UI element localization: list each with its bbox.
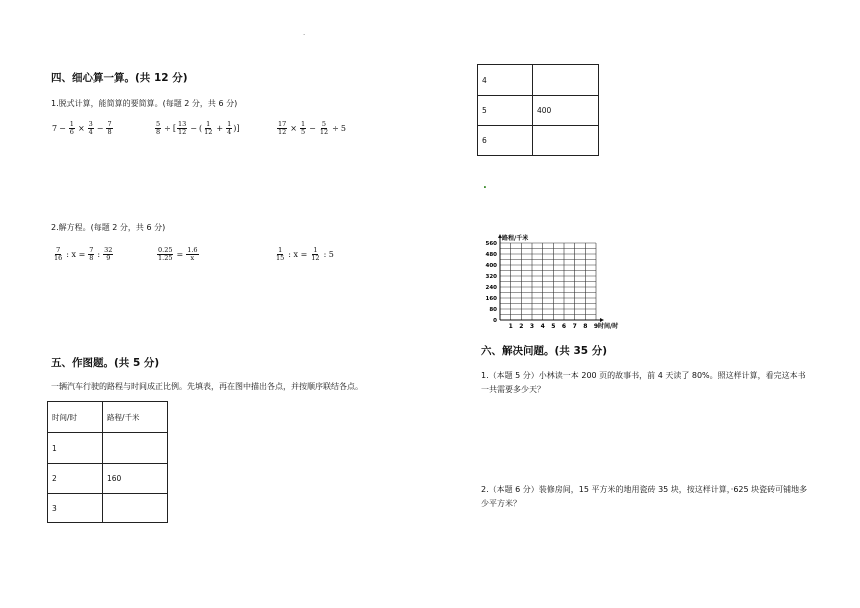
fraction-numerator: 1 — [300, 120, 306, 128]
table-cell: 400 — [533, 96, 599, 126]
fraction-numerator: 5 — [321, 120, 327, 128]
q2-prompt: 2.解方程。(每题 2 分，共 6 分) — [51, 223, 166, 232]
y-tick-label: 480 — [485, 252, 497, 258]
table-header-cell: 时间/时 — [48, 402, 103, 433]
fraction-numerator: 7 — [107, 120, 112, 128]
table-header-cell: 路程/千米 — [103, 402, 168, 433]
expr-operator: × — [290, 124, 297, 133]
q1-expression-2 — [154, 121, 239, 136]
y-tick-label: 80 — [489, 307, 497, 313]
expr-operator: − — [96, 124, 104, 133]
fraction-denominator: 12 — [311, 254, 320, 262]
expr-operator: ÷ — [332, 124, 339, 133]
fraction-numerator: 7 — [89, 246, 94, 254]
expr-paren: ( — [198, 124, 203, 133]
fraction-denominator: 12 — [319, 128, 329, 136]
x-tick-label: 5 — [551, 323, 556, 330]
fraction — [226, 121, 232, 136]
fraction-denominator: x — [190, 254, 195, 262]
x-tick-label: 1 — [508, 323, 513, 330]
fraction-denominator: 16 — [54, 254, 63, 262]
q2-equation-1 — [52, 247, 114, 262]
fraction-numerator: 7 — [56, 246, 61, 254]
top-mark: · — [303, 31, 306, 39]
expr-operator: : — [97, 250, 101, 259]
fraction-denominator: 8 — [156, 128, 161, 136]
fraction-numerator: 1 — [227, 120, 232, 128]
expr-term: 5 — [340, 124, 346, 133]
y-tick-label: 160 — [485, 296, 497, 302]
table-cell[interactable] — [103, 494, 168, 523]
fraction-denominator: 9 — [106, 254, 111, 262]
expr-operator: : 5 — [323, 250, 334, 259]
expr-operator: − — [190, 124, 197, 133]
fraction — [275, 247, 285, 262]
y-tick-label: 560 — [485, 241, 497, 247]
fraction-numerator: 13 — [177, 120, 187, 128]
fraction-numerator: 32 — [104, 246, 113, 254]
fraction — [177, 121, 187, 136]
table-cell[interactable] — [103, 433, 168, 464]
table-header-row — [48, 402, 168, 433]
section6-title: 六、解决问题。(共 35 分) — [481, 345, 608, 357]
y-tick-label: 320 — [485, 274, 497, 280]
q2-equation-2 — [156, 247, 200, 262]
x-tick-label: 8 — [583, 323, 588, 330]
table-cell: 3 — [48, 494, 103, 523]
fraction-numerator: 3 — [88, 120, 93, 128]
y-tick-label: 400 — [485, 263, 497, 269]
fraction — [103, 247, 113, 262]
fraction-denominator: 1.25 — [158, 254, 173, 262]
y-axis-label: 路程/千米 — [502, 235, 529, 242]
fraction — [319, 121, 329, 136]
table-cell: 2 — [48, 464, 103, 494]
x-axis-arrow — [600, 318, 604, 322]
fraction-denominator: 8 — [89, 254, 94, 262]
q1-expression-1 — [52, 121, 114, 136]
y-tick-label: 240 — [485, 285, 497, 291]
section5-prompt: 一辆汽车行驶的路程与时间成正比例。先填表，再在图中描出各点，并按顺序联结各点。 — [51, 382, 363, 391]
green-dot: . — [483, 180, 487, 191]
expr-operator: + — [216, 124, 224, 133]
table-cell: 6 — [478, 126, 533, 156]
table-cell: 160 — [103, 464, 168, 494]
expr-operator: ÷ — [164, 124, 171, 133]
table-row — [478, 96, 599, 126]
x-tick-label: 3 — [529, 323, 535, 330]
fraction-denominator: 4 — [227, 128, 232, 136]
q1-prompt: 1.脱式计算，能简算的要简算。(每题 2 分，共 6 分) — [51, 99, 238, 108]
expr-operator: : x = — [66, 250, 86, 259]
expr-operator: − — [59, 124, 66, 133]
y-tick-label: 0 — [493, 318, 497, 324]
fraction — [300, 121, 306, 136]
q2-equation-3 — [274, 247, 336, 262]
section4-title: 四、细心算一算。(共 12 分) — [51, 72, 188, 84]
fraction — [310, 247, 320, 262]
distance-time-grid-chart[interactable] — [478, 228, 628, 332]
fraction-numerator: 1 — [313, 246, 318, 254]
table-cell: 1 — [48, 433, 103, 464]
fraction-denominator: 5 — [300, 128, 306, 136]
table-cell: 5 — [478, 96, 533, 126]
fraction — [186, 247, 198, 262]
fraction — [88, 247, 94, 262]
table-row — [48, 494, 168, 523]
fraction — [277, 121, 287, 136]
fraction-denominator: 8 — [107, 128, 112, 136]
fraction-denominator: 6 — [69, 128, 74, 136]
fraction-numerator: 0.25 — [158, 246, 173, 254]
expr-bracket: ] — [236, 124, 240, 133]
table-row — [478, 126, 599, 156]
expr-term: 7 — [52, 124, 58, 133]
fraction-denominator: 12 — [177, 128, 187, 136]
fraction-numerator: 1.6 — [187, 246, 198, 254]
table-row — [48, 464, 168, 494]
q1-expression-3 — [276, 121, 346, 136]
problem-2: 2.（本题 6 分）装修房间，15 平方米的地用瓷砖 35 块，按这样计算，·625 块瓷砖可铺地多少平方米？ — [481, 485, 808, 508]
time-distance-table-continued — [477, 64, 599, 156]
table-cell[interactable] — [533, 65, 599, 96]
time-distance-table — [47, 401, 168, 523]
fraction-denominator: 15 — [276, 254, 285, 262]
fraction — [157, 247, 173, 262]
table-cell[interactable] — [533, 126, 599, 156]
expr-bracket: [ — [172, 124, 176, 133]
expr-operator: : x = — [288, 250, 308, 259]
section5-title: 五、作图题。(共 5 分) — [51, 357, 160, 369]
fraction-numerator: 1 — [69, 120, 74, 128]
problem-1: 1.（本题 5 分）小林读一本 200 页的故事书，前 4 天读了 80%。照这样计算，看完这本书一共需要多少天？ — [481, 371, 806, 394]
table-cell: 4 — [478, 65, 533, 96]
fraction-denominator: 12 — [278, 128, 287, 136]
x-tick-label: 2 — [519, 323, 524, 330]
fraction — [203, 121, 213, 136]
expr-operator: = — [176, 250, 184, 259]
fraction — [106, 121, 112, 136]
table-row — [478, 65, 599, 96]
fraction-numerator: 1 — [278, 246, 283, 254]
fraction — [53, 247, 63, 262]
expr-operator: − — [309, 124, 316, 133]
fraction-denominator: 12 — [204, 128, 213, 136]
x-tick-label: 9 — [593, 323, 599, 330]
expr-paren: ) — [233, 124, 237, 133]
fraction — [155, 121, 161, 136]
x-tick-label: 6 — [561, 323, 567, 330]
x-axis-label: 时间/时 — [598, 323, 619, 330]
fraction-denominator: 4 — [88, 128, 93, 136]
table-row — [48, 433, 168, 464]
fraction-numerator: 17 — [278, 120, 287, 128]
fraction — [88, 121, 94, 136]
x-tick-label: 7 — [572, 323, 577, 330]
x-tick-label: 4 — [540, 323, 545, 330]
fraction-numerator: 5 — [156, 120, 161, 128]
fraction-numerator: 1 — [206, 120, 211, 128]
fraction — [69, 121, 75, 136]
expr-operator: × — [77, 124, 85, 133]
